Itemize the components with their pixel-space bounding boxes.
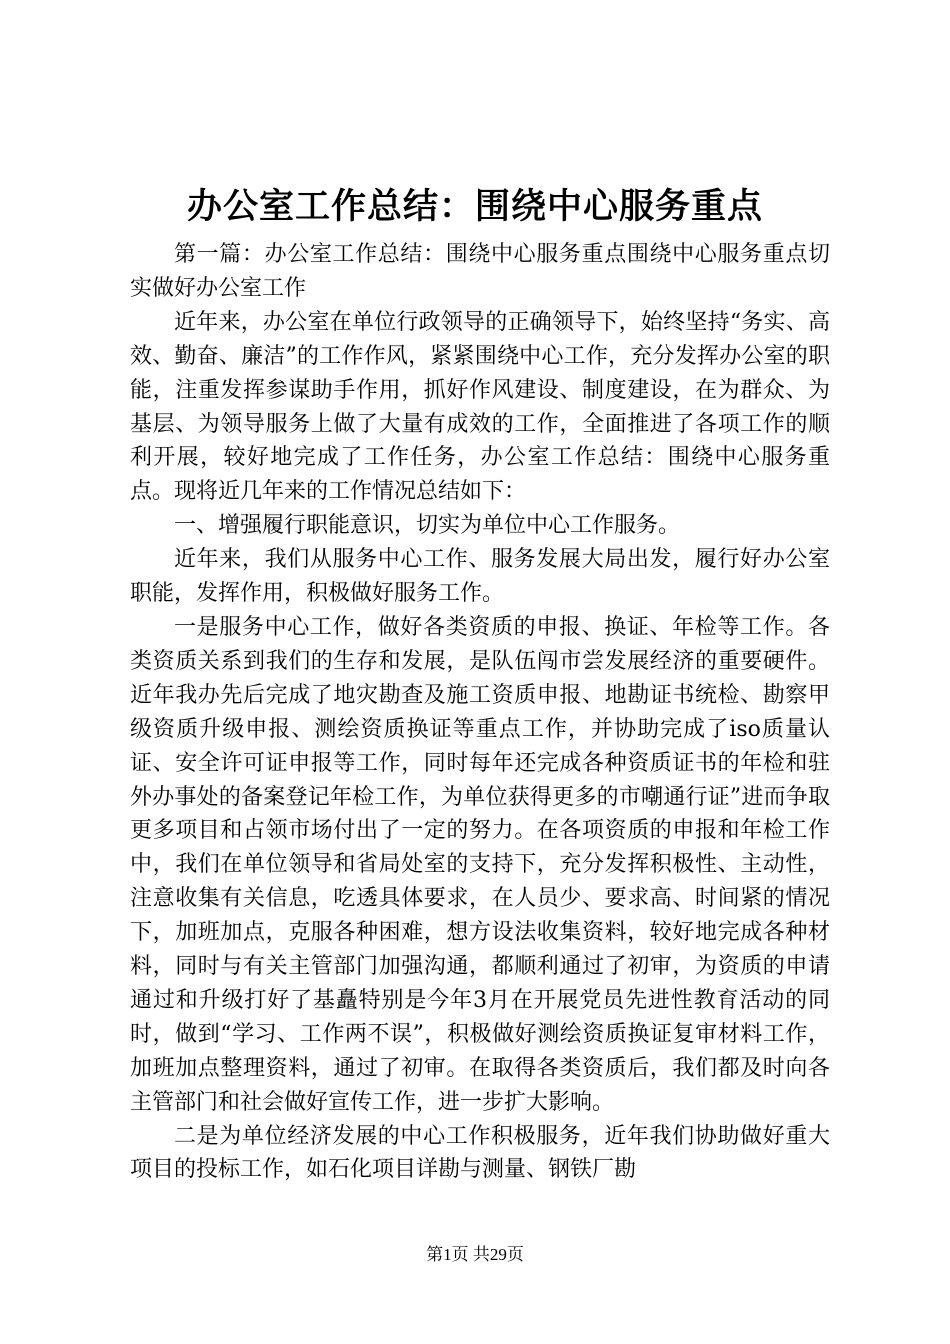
paragraph: 近年来，我们从服务中心工作、服务发展大局出发，履行好办公室职能，发挥作用，积极做好服务工作。 (130, 547, 830, 607)
paragraph: 一是服务中心工作，做好各类资质的申报、换证、年检等工作。各类资质关系到我们的生存和发展，是队伍闯市尝发展经济的重要硬件。近年我办先后完成了地灾勘查及施工资质申报、地勘证书统检、勘察甲级资质升级申报、测绘资质换证等重点工作，并协助完成了iso质量认证、安全许可证申报等工作，同时每年还完成各种资质证书的年检和驻外办事处的备案登记年检工作，为单位获得更多的市嘲通行证”进而争取更多项目和占领市场付出了一定的努力。在各项资质的申报和年检工作中，我们在单位领导和省局处室的支持下，充分发挥积极性、主动性，注意收集有关信息，吃透具体要求，在人员少、要求高、时间紧的情况下，加班加点，克服各种困难，想方设法收集资料，较好地完成各种材料，同时与有关主管部门加强沟通，都顺利通过了初审，为资质的申请通过和升级打好了基矗特别是今年3月在开展党员先进性教育活动的同时，做到“学习、工作两不误”，积极做好测绘资质换证复审材料工作，加班加点整理资料，通过了初审。在取得各类资质后，我们都及时向各主管部门和社会做好宣传工作，进一步扩大影响。 (130, 614, 830, 1115)
document-title: 办公室工作总结：围绕中心服务重点 (186, 186, 763, 227)
page-number-footer: 第1页 共29页 (426, 1245, 524, 1264)
paragraph: 近年来，办公室在单位行政领导的正确领导下，始终坚持“务实、高效、勤奋、廉洁”的工作作风，紧紧围绕中心工作，充分发挥办公室的职能，注重发挥参谋助手作用，抓好作风建设、制度建设，在为群众、为基层、为领导服务上做了大量有成效的工作，全面推进了各项工作的顺利开展，较好地完成了工作任务，办公室工作总结：围绕中心服务重点。现将近几年来的工作情况总结如下： (130, 309, 830, 505)
document-body (130, 238, 830, 1187)
paragraph: 一、增强履行职能意识，切实为单位中心工作服务。 (174, 513, 681, 539)
paragraph: 二是为单位经济发展的中心工作积极服务，近年我们协助做好重大项目的投标工作，如石化项目详勘与测量、钢铁厂勘 (130, 1123, 830, 1183)
paragraph: 第一篇：办公室工作总结：围绕中心服务重点围绕中心服务重点切实做好办公室工作 (130, 242, 830, 301)
